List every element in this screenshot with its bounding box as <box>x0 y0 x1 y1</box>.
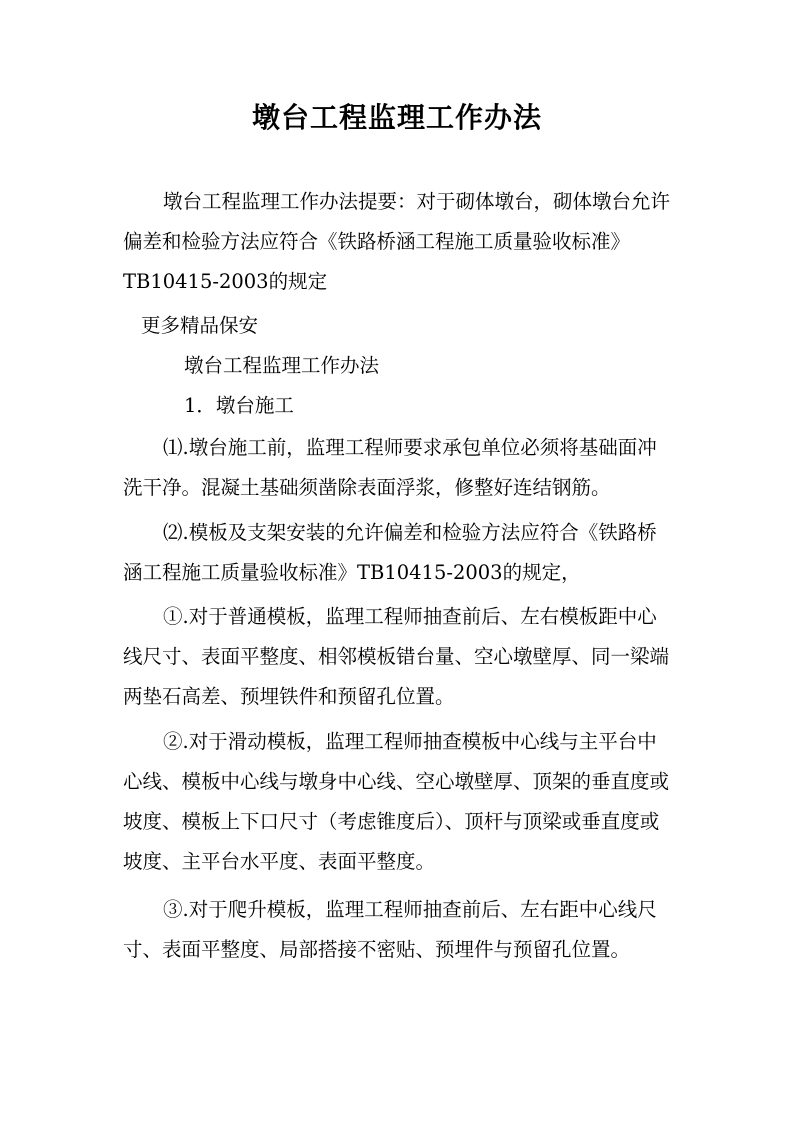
item-2-paragraph: ⑵.模板及支架安装的允许偏差和检验方法应符合《铁路桥涵工程施工质量验收标准》TB10415-2003的规定， <box>123 521 657 584</box>
subtitle-heading: 墩台工程监理工作办法 <box>184 354 380 377</box>
more-link-text: 更多精品保安 <box>141 314 259 337</box>
abstract-paragraph: 墩台工程监理工作办法提要：对于砌体墩台，砌体墩台允许偏差和检验方法应符合《铁路桥涵工程施工质量验收标准》TB10415-2003的规定 <box>123 190 671 293</box>
circle-3-paragraph: ③.对于爬升模板，监理工程师抽查前后、左右距中心线尺寸、表面平整度、局部搭接不密贴、预埋件与预留孔位置。 <box>123 898 657 961</box>
item-1-paragraph: ⑴.墩台施工前，监理工程师要求承包单位必须将基础面冲洗干净。混凝土基础须凿除表面浮浆，修整好连结钢筋。 <box>123 436 657 499</box>
circle-1-paragraph: ①.对于普通模板，监理工程师抽查前后、左右模板距中心线尺寸、表面平整度、相邻模板错台量、空心墩壁厚、同一梁端两垫石高差、预埋铁件和预留孔位置。 <box>123 605 670 708</box>
document-title: 墩台工程监理工作办法 <box>251 101 542 134</box>
circle-2-paragraph: ②.对于滑动模板，监理工程师抽查模板中心线与主平台中心线、模板中心线与墩身中心线、空心墩壁厚、顶架的垂直度或坡度、模板上下口尺寸（考虑锥度后）、顶杆与顶梁或垂直度或坡度、主平台水平度、表面平整度。 <box>123 730 670 873</box>
section-heading: 1．墩台施工 <box>184 394 294 417</box>
